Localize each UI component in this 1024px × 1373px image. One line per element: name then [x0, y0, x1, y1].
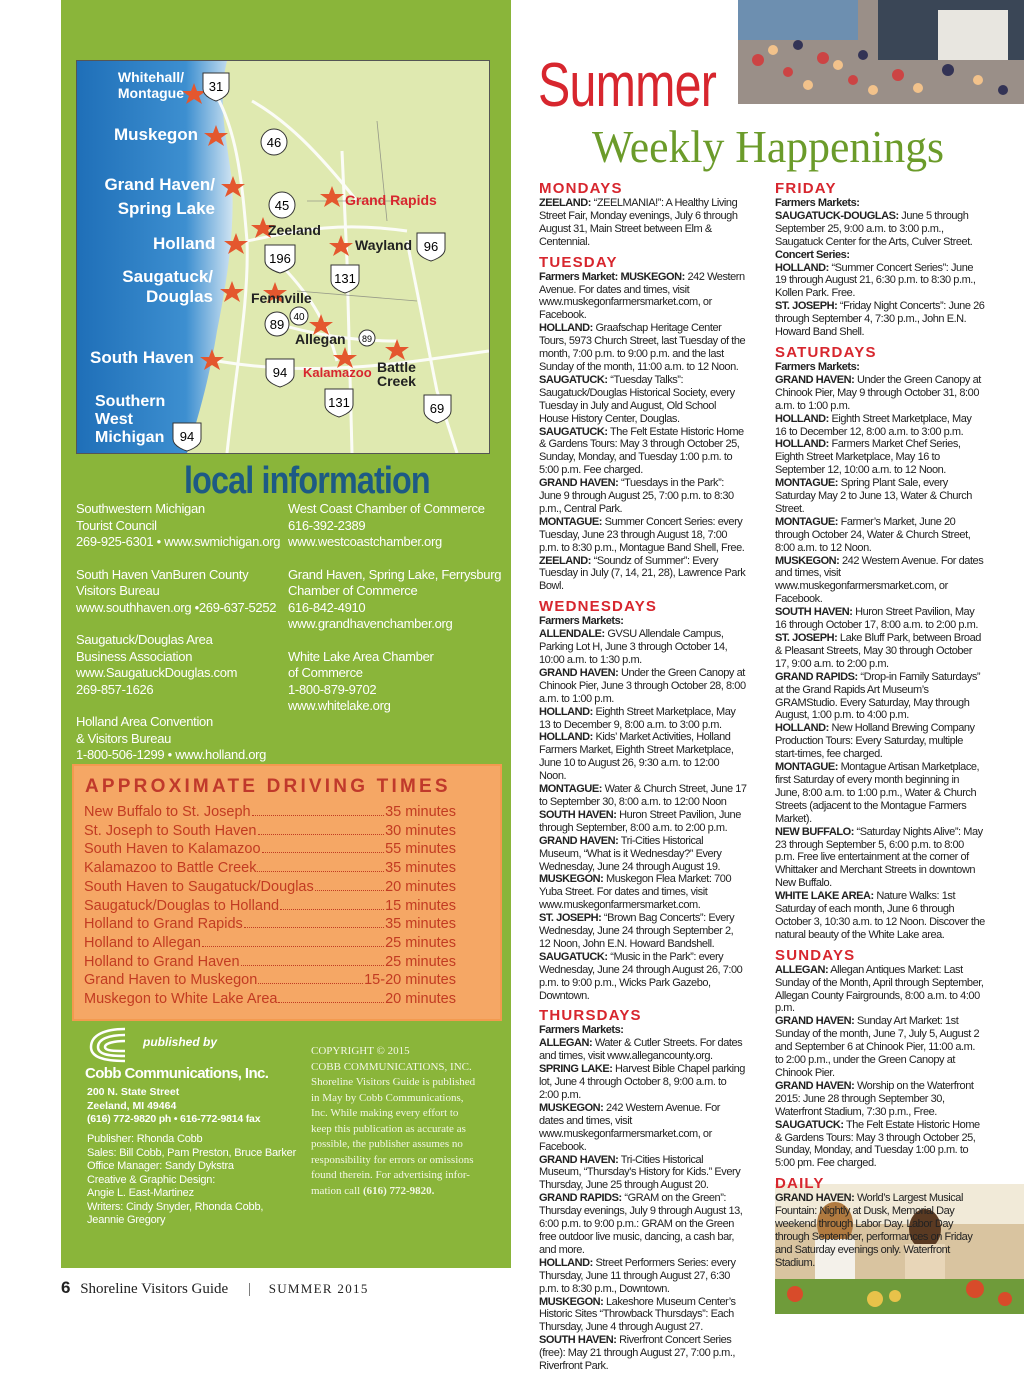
event-location: HOLLAND:: [775, 722, 829, 735]
event-details: “Music in the Park”: every Wednesday, June 24 through August 26, 7:00 p.m. to 9:00 p.m., Wicks Park Gazebo, Downtown.: [539, 950, 743, 1002]
event-details: Water & Church Street, June 17 to September 30, 8:00 a.m. to 12:00 Noon: [539, 783, 747, 808]
dot-leader: [258, 823, 385, 835]
event-location: Farmers Market: MUSKEGON:: [539, 270, 685, 283]
route-89-shield: [265, 312, 289, 336]
staff-line: Writers: Cindy Snyder, Rhonda Cobb,: [87, 1200, 264, 1213]
dot-leader: [315, 879, 384, 891]
event-entry: [775, 1015, 985, 1080]
section-subheading: Farmers Markets:: [775, 360, 860, 373]
event-entry: [539, 912, 747, 951]
driving-route: South Haven to Saugatuck/Douglas: [84, 878, 314, 895]
driving-time: 30 minutes: [385, 822, 456, 839]
event-details: Lake Bluff Park, between Broad & Pleasant Streets, May 30 through October 17, 9:00 a.m. to 2:00 p.m.: [775, 632, 981, 670]
dot-leader: [262, 841, 385, 853]
event-location: HOLLAND:: [775, 412, 829, 425]
event-details: The Felt Estate Historic Home & Gardens Tours: May 3 through October 25, Sunday, Monday, and Tuesday 1:00 p.m. to 5:00 pm. Fee charged.: [775, 1118, 980, 1170]
driving-time: 25 minutes: [385, 953, 456, 970]
driving-times-box: [72, 764, 502, 1021]
driving-time-row: [84, 935, 456, 951]
phone-fax: (616) 772-9820 ph • 616-772-9814 fax: [87, 1113, 261, 1125]
label-kalamazoo: Kalamazoo: [303, 365, 372, 380]
event-entry: [539, 809, 747, 835]
event-location: GRAND HAVEN:: [539, 1153, 619, 1166]
dot-leader: [280, 898, 384, 910]
address-line-2: Zeeland, MI 49464: [87, 1100, 177, 1112]
event-details: “Friday Night Concerts”: June 26 through September 4, 7:30 p.m., John E.N. Howard Band Shell.: [775, 300, 985, 339]
day-heading: SATURDAYS: [775, 343, 877, 361]
event-details: Summer Concert Series: every Tuesday, June 23 through August 18, 7:00 p.m. to 8:30 p.m., Montague Band Shell, Free.: [539, 515, 745, 554]
event-location: GRAND HAVEN:: [775, 1015, 855, 1028]
event-details: Muskegon Flea Market: 700 Yuba Street. For dates and times, visit www.muskegonfarmersmarket.com.: [539, 873, 732, 912]
event-location: SOUTH HAVEN:: [775, 606, 853, 619]
section-subheading: Farmers Markets:: [539, 1024, 624, 1037]
event-location: Concert Series:: [775, 248, 850, 261]
driving-route: Holland to Grand Haven: [84, 953, 240, 970]
event-details: “GRAM on the Green”: Thursday evenings, July 9 through August 13, 6:00 p.m. to 9:00 p.m.: GRAM on the Green free outdoor live music, dancing, a cash bar, and more.: [539, 1192, 743, 1256]
day-heading: SUNDAYS: [775, 946, 856, 964]
event-entry: [539, 1102, 747, 1154]
copyright-line: in May by Cobb Communications,: [311, 1091, 464, 1104]
copyright-line: COBB COMMUNICATIONS, INC.: [311, 1060, 472, 1073]
event-entry: [775, 413, 985, 439]
driving-route: Kalamazoo to Battle Creek: [84, 860, 257, 877]
event-details: Montague Artisan Marketplace, first Saturday of every month beginning in June, 8:00 a.m. to 1:00 p.m., Water & Church Streets (adjacent to the Montague Farmers Market).: [775, 761, 980, 825]
copyright-line: Inc. While making every effort to: [311, 1107, 459, 1119]
event-details: Graafschap Heritage Center Tours, 5973 Church Street, last Tuesday of the month, 7:00 p.m. to 9:00 p.m. and the last Sunday of the month, 11:00 a.m. to 12 Noon.: [539, 322, 746, 373]
event-details: Under the Green Canopy at Chinook Pier, May 9 through October 31, 8:00 a.m. to 1:00 p.m.: [775, 373, 981, 412]
staff-line: Publisher: Rhonda Cobb: [87, 1133, 203, 1145]
event-location: ZEELAND:: [539, 554, 592, 567]
event-entry: [775, 374, 985, 413]
event-location: ALLENDALE:: [539, 628, 605, 641]
event-entry: [539, 322, 747, 374]
staff-line: Office Manager: Sandy Dykstra: [87, 1160, 234, 1172]
event-location: GRAND HAVEN:: [539, 834, 619, 847]
event-details: Worship on the Waterfront 2015: June 28 through September 30, Waterfront Stadium, 7:30 p.m., Free.: [775, 1079, 974, 1118]
route-45-shield: [269, 192, 295, 218]
event-location: ZEELAND:: [539, 197, 592, 209]
festival-crowd-photo: [738, 0, 1024, 104]
svg-text:89: 89: [269, 317, 285, 332]
dot-leader: [241, 954, 384, 966]
day-heading: DAILY: [775, 1175, 825, 1193]
event-details: The Felt Estate Historic Home & Gardens Tours: May 3 through October 25, Sunday, Monday, and Tuesday 1:00 p.m. to 5:00 p.m. Fee charged.: [539, 425, 744, 477]
label-zeeland: Zeeland: [268, 222, 321, 238]
event-entry: [539, 706, 747, 732]
driving-times-title: APPROXIMATE DRIVING TIMES: [85, 776, 451, 797]
published-by-label: published by: [143, 1035, 218, 1049]
copyright-line: responsibility for errors or omissions: [311, 1153, 474, 1166]
event-entry: [539, 783, 747, 809]
event-details: Lakeshore Museum Center’s Historic Sites “Throwback Thursdays”: Each Thursday, June 4 through August 27.: [539, 1295, 736, 1334]
copyright-line: possible, the publisher assumes no: [311, 1138, 463, 1150]
event-location: GRAND HAVEN:: [775, 373, 855, 386]
event-details: June 5 through September 25, 9:00 a.m. to 3:00 p.m., Saugatuck Center for the Arts, Culver Street.: [775, 209, 973, 248]
event-details: Sunday Art Market: 1st Sunday of the month, June 7, July 5, August 2 and September 6 at Chinook Pier, 11:00 a.m. to 2:00 p.m., under the Green Canopy at Chinook Pier.: [775, 1015, 980, 1079]
label-grand-haven: Grand Haven/ Spring Lake: [104, 175, 215, 218]
event-entry: [775, 1192, 985, 1269]
event-location: ALLEGAN:: [539, 1037, 593, 1050]
day-heading: THURSDAYS: [539, 1007, 642, 1025]
event-details: “Drop-in Family Saturdays” at the Grand Rapids Art Museum’s GRAMStudio. Every Saturday, May through August, 1:00 p.m. to 4:00 p.m.: [775, 670, 981, 722]
event-entry: [775, 438, 985, 477]
staff-line: Sales: Bill Cobb, Pam Preston, Bruce Barker: [87, 1146, 297, 1159]
event-entry: [775, 671, 985, 723]
label-southern: Southern West Michigan: [95, 393, 166, 446]
event-location: SAUGATUCK-DOUGLAS:: [775, 209, 899, 222]
event-location: ST. JOSEPH:: [775, 300, 838, 313]
event-location: SAUGATUCK:: [539, 950, 608, 963]
section-subheading: Farmers Markets:: [539, 615, 624, 628]
event-details: 242 Western Avenue. For dates and times, visit www.muskegonfarmersmarket.com, or Facebook.: [775, 554, 984, 606]
event-entry: [775, 249, 985, 262]
event-details: Farmer’s Market, June 20 through October 24, Water & Church Street, 8:00 a.m. to 12 Noon.: [775, 515, 971, 554]
event-location: GRAND RAPIDS:: [539, 1192, 622, 1205]
event-entry: [775, 826, 985, 891]
svg-text:40: 40: [293, 312, 305, 323]
dot-leader: [258, 972, 363, 984]
label-allegan: Allegan: [295, 331, 346, 347]
event-details: Water & Cutler Streets. For dates and times, visit www.allegancounty.org.: [539, 1037, 743, 1063]
weekly-happenings-heading: Weekly Happenings: [592, 121, 945, 172]
event-location: ALLEGAN:: [775, 963, 829, 976]
event-details: Harvest Bible Chapel parking lot, June 4 through October 8, 9:00 a.m. to 2:00 p.m.: [539, 1063, 745, 1101]
event-details: “Soundz of Summer”: Every Tuesday in July (7, 14, 21, 28), Lawrence Park Bowl.: [539, 554, 746, 593]
event-entry: [539, 1334, 747, 1373]
event-details: World’s Largest Musical Fountain: Nightly at Dusk, Memorial Day weekend through Labor Day. Labor Day through September, performances on Friday and Saturday evenings only. Waterfront Stadium.: [775, 1192, 973, 1269]
event-location: MUSKEGON:: [539, 1101, 604, 1114]
event-details: Allegan Antiques Market: Last Sunday of the Month, April through September, Allegan County Fairgrounds, 8:00 a.m. to 4:00 p.m.: [775, 963, 984, 1015]
contacts-right: [288, 501, 501, 715]
staff-line: Creative & Graphic Design:: [87, 1173, 216, 1186]
driving-time: 35 minutes: [385, 860, 456, 877]
driving-route: Holland to Allegan: [84, 934, 201, 951]
event-entry: [539, 835, 747, 874]
event-entry: [775, 516, 985, 555]
copyright-block: [311, 1044, 496, 1199]
svg-text:45: 45: [274, 198, 290, 213]
route-46-shield: [261, 129, 287, 155]
svg-text:131: 131: [334, 271, 356, 286]
event-details: Spring Plant Sale, every Saturday May 2 to June 13, Water & Church Street.: [775, 477, 972, 515]
footer-season: SUMMER 2015: [268, 1281, 369, 1296]
event-details: Under the Green Canopy at Chinook Pier, June 3 through October 28, 8:00 a.m. to 1:00 p.m.: [539, 666, 746, 705]
guide-name: Shoreline Visitors Guide: [80, 1281, 229, 1297]
event-entry: [775, 964, 985, 1016]
driving-time-row: [84, 916, 456, 932]
event-location: MUSKEGON:: [539, 1295, 604, 1308]
driving-time-row: [84, 954, 456, 970]
day-heading: MONDAYS: [539, 180, 623, 197]
contact-west-coast: West Coast Chamber of Commerce 616-392-2389 www.westcoastchamber.org: [288, 501, 485, 549]
event-location: MUSKEGON:: [775, 554, 840, 567]
event-location: GRAND HAVEN:: [539, 666, 619, 679]
event-location: HOLLAND:: [775, 438, 829, 451]
event-details: Farmers Market Chef Series, Eighth Street Marketplace, May 16 to September 12, 10:00 a.m. to 12 Noon.: [775, 438, 961, 477]
driving-time: 35 minutes: [385, 804, 456, 820]
star-grand-rapids: [320, 186, 344, 207]
driving-route: New Buffalo to St. Joseph: [84, 804, 251, 820]
contact-swmich: Southwestern Michigan Tourist Council 269-925-6301 • www.swmichigan.org: [76, 501, 281, 549]
driving-time-row: [84, 860, 456, 876]
driving-time-row: [84, 823, 456, 839]
day-heading: FRIDAY: [775, 180, 837, 197]
summer-heading: Summer: [538, 51, 717, 120]
local-information-title: local information: [184, 460, 430, 502]
day-heading: WEDNESDAYS: [539, 598, 658, 616]
driving-time: 25 minutes: [385, 934, 456, 951]
event-entry: [539, 1296, 747, 1335]
company-name: Cobb Communications, Inc.: [85, 1065, 269, 1082]
event-entry: [539, 516, 747, 555]
event-entry: [775, 477, 985, 516]
label-fennville: Fennville: [251, 290, 312, 306]
event-details: Eighth Street Marketplace, May 16 to December 12, 8:00 a.m. to 3:00 p.m.: [775, 412, 972, 438]
svg-text:94: 94: [272, 365, 288, 380]
event-details: “Tuesdays in the Park”: June 9 through August 25, 7:00 p.m. to 8:30 p.m., Central Park.: [539, 477, 734, 515]
event-location: MONTAGUE:: [539, 515, 602, 528]
label-whitehall: Whitehall/ Montague: [117, 69, 184, 101]
driving-time: 15 minutes: [385, 897, 456, 914]
svg-text:31: 31: [208, 79, 224, 94]
event-entry: [775, 1119, 985, 1171]
svg-text:131: 131: [328, 395, 350, 410]
event-location: SOUTH HAVEN:: [539, 808, 617, 821]
event-location: NEW BUFFALO:: [775, 825, 854, 838]
event-details: Huron Street Pavilion, May 16 through October 17, 8:00 a.m. to 2:00 p.m.: [775, 606, 978, 632]
event-entry: [539, 197, 747, 249]
event-entry: [539, 1154, 747, 1193]
event-details: Huron Street Pavilion, June through September, 8:00 a.m. to 2:00 p.m.: [539, 808, 741, 834]
event-location: MUSKEGON:: [539, 873, 604, 886]
driving-route: Holland to Grand Rapids: [84, 916, 243, 933]
driving-route: Grand Haven to Muskegon: [84, 972, 258, 989]
event-entry: [539, 951, 747, 1003]
event-entry: [539, 426, 747, 478]
event-location: SAUGATUCK:: [539, 373, 608, 386]
event-details: 242 Western Avenue. For dates and times, visit www.muskegonfarmersmarket.com, or Facebook.: [539, 1101, 720, 1153]
event-details: GVSU Allendale Campus, Parking Lot H, June 3 through October 14, 10:00 a.m. to 1:30 p.m.: [539, 628, 728, 666]
event-location: WHITE LAKE AREA:: [775, 890, 874, 903]
staff-line: Jeannie Gregory: [87, 1214, 166, 1226]
contact-south-haven: South Haven VanBuren County Visitors Bureau www.southhaven.org •269-637-5252: [76, 566, 277, 615]
event-details: 242 Western Avenue. For dates and times, visit www.muskegonfarmersmarket.com, or Facebook.: [539, 270, 745, 322]
driving-time: 20 minutes: [385, 991, 456, 1007]
event-details: New Holland Brewing Company Production Tours: Every Saturday, multiple start-times, fee charged.: [775, 722, 975, 761]
event-entry: [539, 555, 747, 594]
event-location: SOUTH HAVEN:: [539, 1334, 617, 1347]
driving-time: 20 minutes: [385, 878, 456, 895]
event-entry: [539, 374, 747, 426]
event-location: HOLLAND:: [539, 705, 593, 718]
section-subheading: Farmers Markets:: [775, 197, 860, 209]
event-location: ST. JOSEPH:: [775, 632, 838, 644]
event-location: MONTAGUE:: [775, 761, 838, 774]
dot-leader: [202, 935, 384, 947]
event-entry: [775, 210, 985, 249]
staff-line: Angie L. East-Martinez: [87, 1187, 194, 1199]
driving-time: 15-20 minutes: [364, 972, 456, 989]
event-entry: [775, 1080, 985, 1119]
event-details: “Brown Bag Concerts”: Every Wednesday, June 24 through September 2, 12 Noon, John E.N. Howard Bandshell.: [539, 912, 735, 950]
event-details: “ZEELMANIA!”: A Healthy Living Street Fair, Monday evenings, July 6 through August 31, Main Street between Elm & Centennial.: [539, 197, 738, 248]
event-details: Tri-Cities Historical Museum, “What is it Wednesday?” Every Wednesday, June 24 through August 19.: [539, 834, 722, 873]
event-entry: [539, 1257, 747, 1296]
route-196-shield: [265, 245, 295, 273]
event-entry: [539, 873, 747, 912]
dot-leader: [278, 991, 384, 1003]
event-entry: [539, 1037, 747, 1063]
events-left-column: [539, 181, 747, 1373]
event-location: SPRING LAKE:: [539, 1063, 613, 1076]
route-131-shield: [331, 265, 359, 293]
contact-white-lake: White Lake Area Chamber of Commerce 1-800-879-9702 www.whitelake.org: [288, 648, 434, 713]
event-location: HOLLAND:: [539, 1256, 593, 1269]
event-location: MONTAGUE:: [775, 477, 838, 490]
day-heading: TUESDAY: [539, 253, 618, 271]
driving-time-row: [84, 879, 456, 895]
event-details: Kids’ Market Activities, Holland Farmers Market, Eighth Street Marketplace, June 10 to August 26, 9:30 a.m. to 12:00 Noon.: [539, 731, 734, 783]
address-line-1: 200 N. State Street: [87, 1086, 180, 1098]
event-entry: [775, 300, 985, 339]
label-saugatuck: Saugatuck/ Douglas: [122, 267, 213, 306]
event-entry: [775, 632, 985, 671]
event-details: Nature Walks: 1st Saturday of each month, June 6 through October 3, 10:30 a.m. to 12 Noon. Discover the natural beauty of the White Lake area.: [775, 890, 985, 941]
label-grand-rapids: Grand Rapids: [345, 192, 437, 208]
event-entry: [539, 1192, 747, 1257]
label-battle-creek: Battle Creek: [377, 359, 416, 389]
route-131b-shield: [325, 389, 353, 417]
cobb-logo-icon: [85, 1025, 135, 1063]
driving-route: Saugatuck/Douglas to Holland: [84, 897, 280, 914]
event-location: GRAND RAPIDS:: [775, 670, 858, 683]
event-location: SAUGATUCK:: [775, 1118, 844, 1131]
svg-text:96: 96: [423, 239, 439, 254]
event-entry: [775, 722, 985, 761]
event-details: “Summer Concert Series”: June 19 through August 21, 6:30 p.m. to 8:30 p.m., Kollen Park. Free.: [775, 261, 976, 300]
advertising-phone: (616) 772-9820.: [362, 1184, 435, 1197]
contact-holland: Holland Area Convention & Visitors Bureau 1-800-506-1299 • www.holland.org: [76, 714, 267, 762]
route-96-shield: [417, 233, 445, 261]
dot-leader: [244, 916, 384, 928]
event-location: ST. JOSEPH:: [539, 912, 602, 925]
event-entry: [539, 1063, 747, 1102]
event-location: GRAND HAVEN:: [539, 477, 619, 490]
contact-grand-haven: Grand Haven, Spring Lake, Ferrysburg Chamber of Commerce 616-842-4910 www.grandhavenchamber.org: [288, 566, 502, 631]
svg-text:89: 89: [361, 334, 373, 344]
driving-time-row: [84, 898, 456, 914]
label-holland: Holland: [153, 234, 216, 253]
route-40-shield: [290, 307, 308, 325]
label-muskegon: Muskegon: [114, 125, 199, 144]
footer-separator: |: [247, 1281, 251, 1297]
copyright-line: mation call: [311, 1184, 361, 1197]
driving-route: South Haven to Kalamazoo: [84, 841, 261, 858]
driving-time-row: [84, 804, 456, 820]
label-wayland: Wayland: [355, 237, 413, 253]
driving-time-row: [84, 972, 456, 988]
event-details: Riverfront Concert Series (free): May 21 through August 27, 7:00 p.m., Riverfront Park.: [539, 1334, 736, 1373]
svg-text:46: 46: [266, 135, 282, 150]
event-entry: [775, 606, 985, 632]
contact-saugatuck: Saugatuck/Douglas Area Business Association www.SaugatuckDouglas.com 269-857-1626: [76, 632, 238, 697]
event-details: Street Performers Series: every Thursday, June 11 through August 27, 6:30 p.m. to 8:30 p.m., Downtown.: [539, 1256, 736, 1295]
svg-text:94: 94: [179, 429, 195, 444]
driving-time: 35 minutes: [385, 916, 456, 933]
dot-leader: [252, 804, 384, 816]
route-94-shield: [266, 359, 294, 387]
regional-map: [76, 60, 490, 454]
event-details: Eighth Street Marketplace, May 13 to December 9, 8:00 a.m. to 3:00 p.m.: [539, 705, 736, 731]
page-number: 6: [61, 1278, 71, 1297]
label-south-haven: South Haven: [90, 348, 194, 367]
svg-text:69: 69: [429, 401, 445, 416]
copyright-line: Shoreline Visitors Guide is published: [311, 1076, 476, 1088]
dot-leader: [257, 860, 384, 872]
event-entry: [539, 628, 747, 667]
driving-time: 55 minutes: [385, 841, 456, 858]
event-entry: [539, 477, 747, 516]
event-location: HOLLAND:: [775, 261, 829, 274]
event-location: HOLLAND:: [539, 322, 593, 335]
copyright-line: keep this publication as accurate as: [311, 1122, 466, 1135]
page-footer: [61, 1278, 369, 1298]
event-entry: [775, 761, 985, 826]
copyright-line: COPYRIGHT © 2015: [311, 1045, 410, 1057]
event-entry: [539, 731, 747, 783]
event-location: MONTAGUE:: [775, 515, 838, 528]
route-89b-shield: [359, 330, 375, 346]
contacts-left: [76, 501, 280, 764]
event-location: HOLLAND:: [539, 731, 593, 744]
events-right-column: [775, 181, 985, 1270]
driving-time-row: [84, 841, 456, 857]
event-location: MONTAGUE:: [539, 783, 602, 796]
copyright-line: found therein. For advertising infor-: [311, 1169, 470, 1181]
event-details: “Saturday Nights Alive”: May 23 through September 5, 6:00 p.m. to 8:00 p.m. Free live entertainment at the corner of Whittaker and Merchant Streets in downtown New Buffalo.: [775, 825, 983, 890]
event-entry: [539, 271, 747, 323]
event-entry: [539, 667, 747, 706]
event-entry: [775, 890, 985, 942]
svg-text:196: 196: [269, 251, 291, 266]
driving-time-row: [84, 991, 456, 1007]
star-wayland: [329, 235, 353, 256]
event-details: “Tuesday Talks”: Saugatuck/Douglas Historical Society, every Tuesday in July and August, Old School House History Center, Douglas.: [539, 373, 735, 425]
event-location: SAUGATUCK:: [539, 425, 608, 438]
driving-route: Muskegon to White Lake Area: [84, 991, 278, 1007]
event-entry: [775, 262, 985, 301]
event-entry: [775, 555, 985, 607]
event-location: GRAND HAVEN:: [775, 1079, 855, 1092]
event-location: GRAND HAVEN:: [775, 1192, 855, 1205]
event-details: Tri-Cities Historical Museum, “Thursday’s History for Kids.” Every Thursday, June 25 through August 20.: [539, 1153, 741, 1192]
driving-route: St. Joseph to South Haven: [84, 822, 257, 839]
